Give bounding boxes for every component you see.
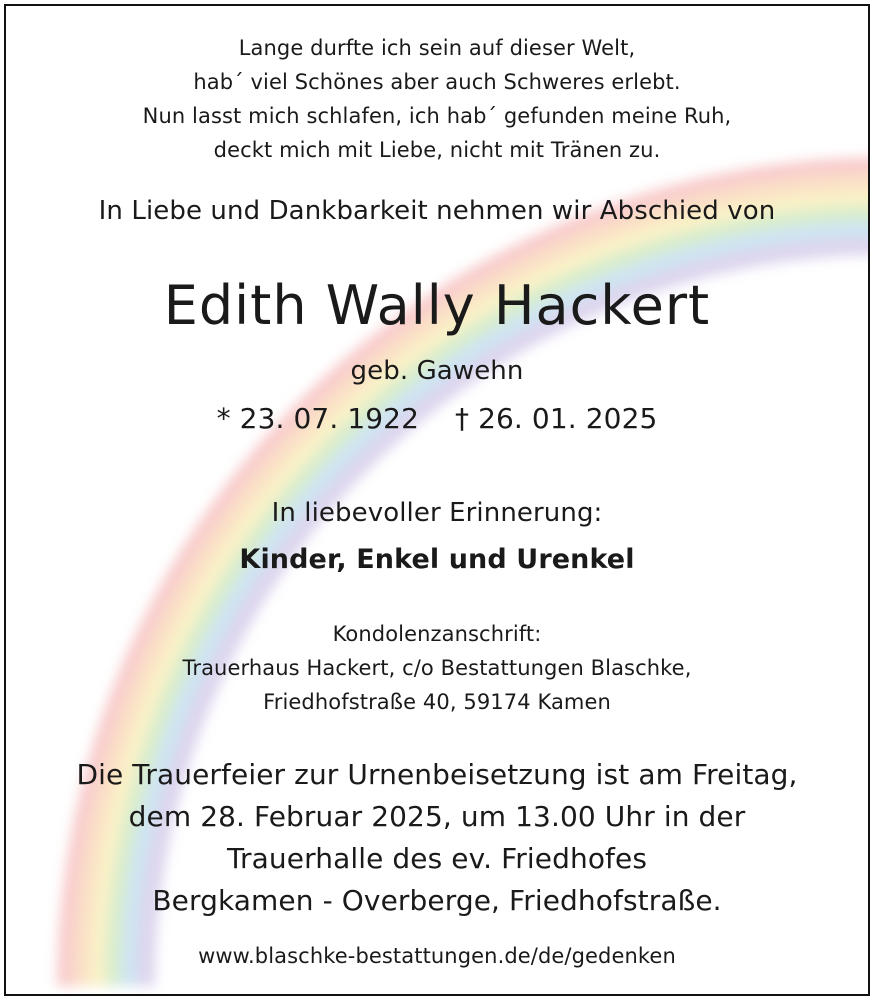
death-date: † 26. 01. 2025 <box>455 402 658 435</box>
memory-heading: In liebevoller Erinnerung: <box>271 498 603 528</box>
poem-line-1: Lange durfte ich sein auf dieser Welt, <box>238 36 636 60</box>
website-link[interactable]: www.blaschke-bestattungen.de/de/gedenken <box>198 944 676 968</box>
condolence-address-line-1: Trauerhaus Hackert, c/o Bestattungen Blaschke, <box>182 656 692 680</box>
funeral-line-1: Die Trauerfeier zur Urnenbeisetzung ist am Freitag, <box>76 758 798 791</box>
funeral-line-3: Trauerhalle des ev. Friedhofes <box>226 842 648 875</box>
condolence-address-line-2: Friedhofstraße 40, 59174 Kamen <box>263 690 611 714</box>
birth-date: * 23. 07. 1922 <box>216 402 419 435</box>
life-dates <box>6 402 868 435</box>
notice-frame <box>4 4 870 996</box>
funeral-line-4: Bergkamen - Overberge, Friedhofstraße. <box>152 884 722 917</box>
birth-name: geb. Gawehn <box>350 356 524 386</box>
poem-line-4: deckt mich mit Liebe, nicht mit Tränen zu. <box>213 138 661 162</box>
funeral-line-2: dem 28. Februar 2025, um 13.00 Uhr in der <box>128 800 746 833</box>
poem-line-3: Nun lasst mich schlafen, ich hab´ gefunden meine Ruh, <box>142 104 732 128</box>
poem-line-2: hab´ viel Schönes aber auch Schweres erlebt. <box>193 70 681 94</box>
condolence-heading: Kondolenzanschrift: <box>332 622 542 646</box>
notice-content <box>6 6 868 994</box>
deceased-name: Edith Wally Hackert <box>163 274 711 337</box>
family-names: Kinder, Enkel und Urenkel <box>239 544 635 575</box>
intro-text: In Liebe und Dankbarkeit nehmen wir Abschied von <box>98 196 776 226</box>
